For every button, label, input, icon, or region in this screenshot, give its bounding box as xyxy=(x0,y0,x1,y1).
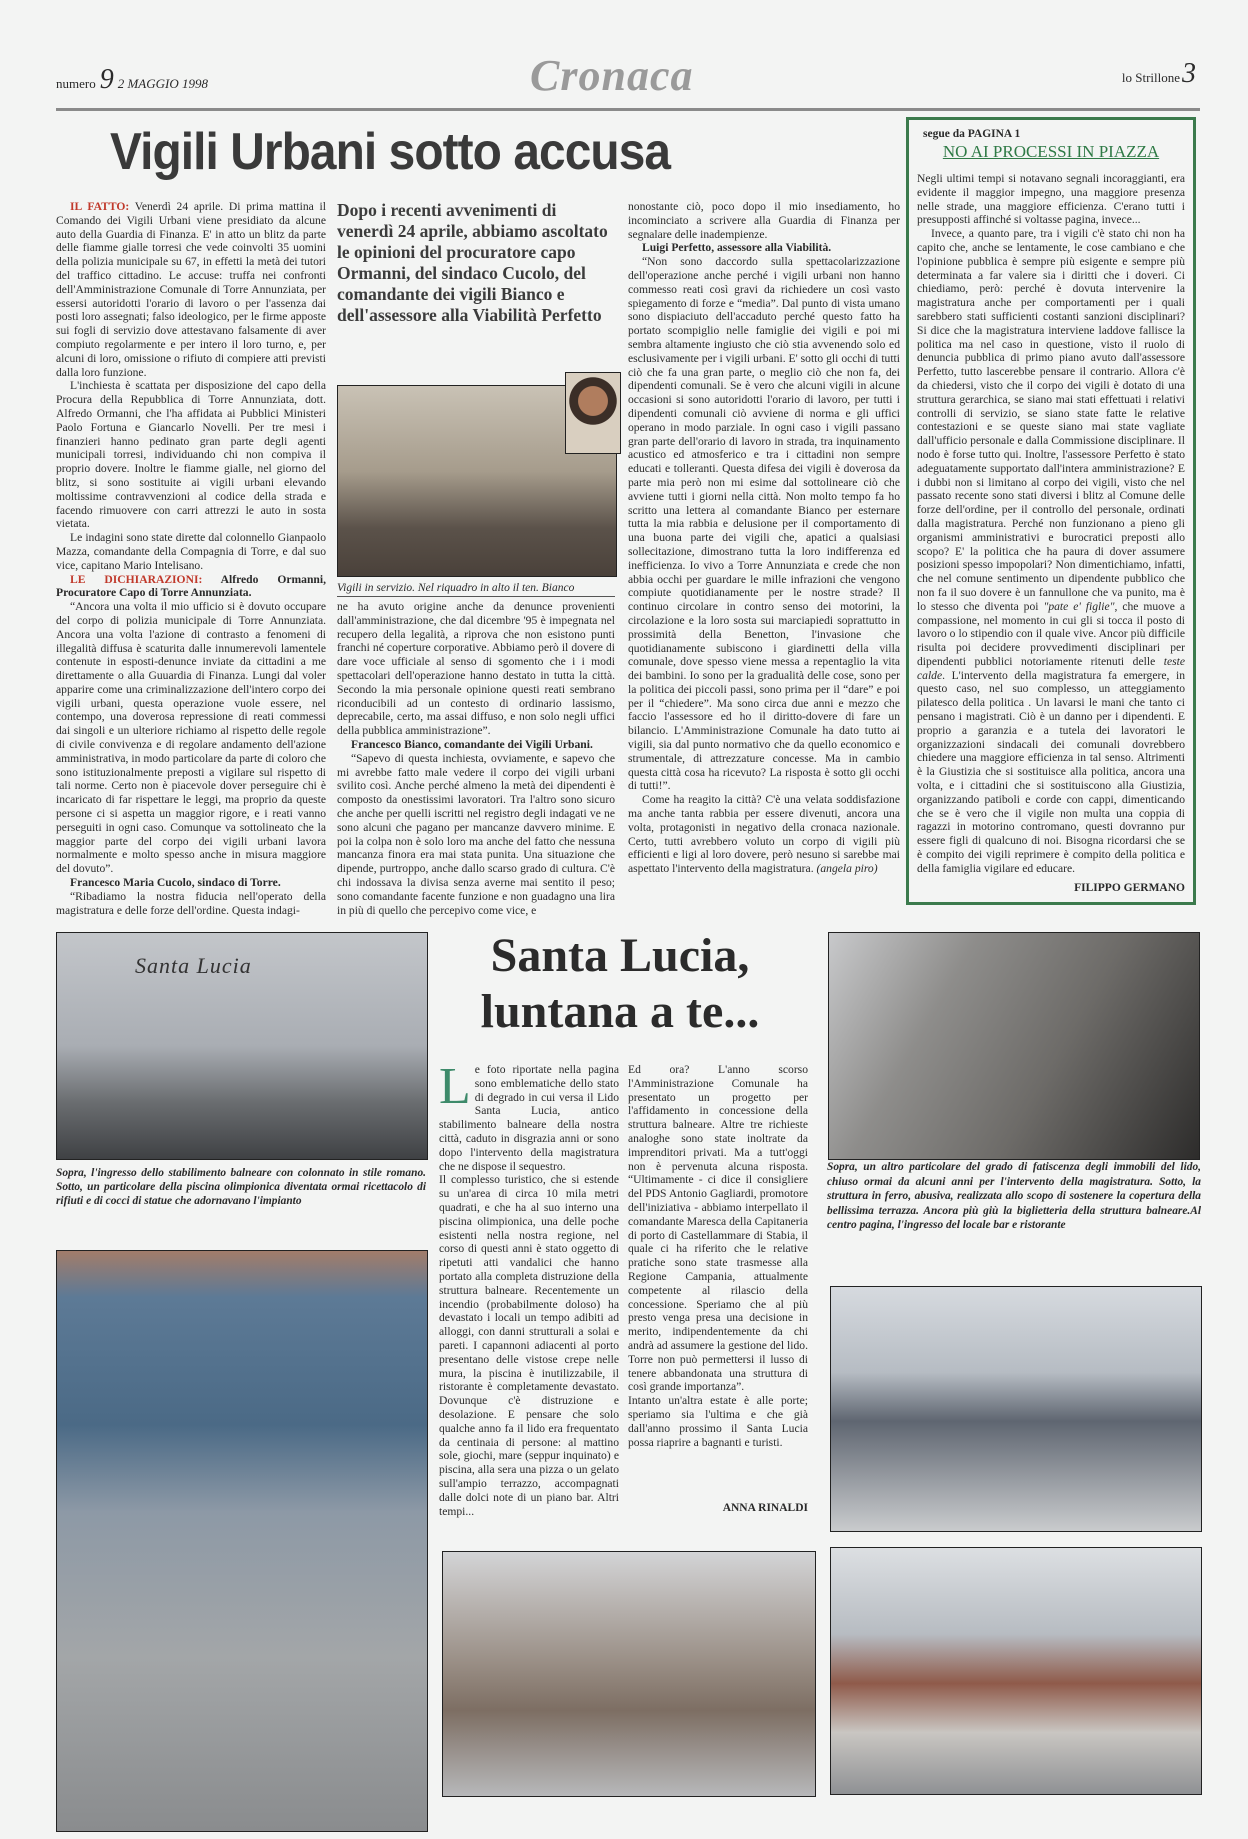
photo-crumbling-wall xyxy=(828,932,1200,1160)
article2-column2 xyxy=(628,1063,808,1449)
paragraph: Negli ultimi tempi si notavano segnali incoraggianti, era evidente il maggior impegno, una maggiore presenza nelle strade, una maggiore efficienza. C'erano tutti i presupposti affinché si voltasse pagina, invece... xyxy=(917,172,1185,227)
speaker-bianco: Francesco Bianco, comandante dei Vigili Urbani. xyxy=(351,737,593,751)
photo-entrance-colonnade xyxy=(56,932,428,1160)
paragraph: e foto riportate nella pagina sono emblematiche dello stato di degrado in cui versa il Lido Santa Lucia, antico stabilimento balneare della nostra città, caduto in disgrazia anni or sono dopo l'intervento della magistratura che ne dispose il sequestro. xyxy=(439,1063,619,1173)
photo-iron-structure xyxy=(830,1286,1202,1532)
article1-column2 xyxy=(337,600,615,917)
speaker-perfetto: Luigi Perfetto, assessore alla Viabilità. xyxy=(642,241,832,255)
continued-from: segue da PAGINA 1 xyxy=(923,128,1021,140)
photo-ticket-office xyxy=(830,1547,1202,1795)
photo-olympic-pool xyxy=(56,1250,428,1832)
headline-vigili: Vigili Urbani sotto accusa xyxy=(110,123,671,181)
label-il-fatto: IL FATTO: xyxy=(70,200,130,213)
photo-caption: Vigili in servizio. Nel riquadro in alto il ten. Bianco xyxy=(337,582,615,597)
paragraph: Ed ora? L'anno scorso l'Amministrazione Comunale ha presentato un progetto per l'affidamento in concessione della struttura balneare. Altre tre richieste analoghe sono state inoltrate da imprenditori privati. Ma a tutt'oggi non è pervenuta alcuna risposta. “Ultimamente - ci dice il consigliere del PDS Antonio Gagliardi, promotore dell'iniziativa - abbiamo interpellato il comandante Maresca della Capitaneria di porto di Castellammare di Stabia, il quale ci ha riferito che le relative pratiche sono state trasmesse alla Regione Campania, attualmente competente al rilascio della concessione. Speriamo che al più presto venga presa una decisione in merito, indipendentemente da chi andrà ad assumere la gestione del lido. Torre non può permettersi il lusso di tenere abbandonata una struttura di così grande importanza”. xyxy=(628,1063,808,1394)
issue-date: 2 MAGGIO 1998 xyxy=(117,76,208,91)
paragraph: “Sapevo di questa inchiesta, ovviamente, e sapevo che mi avrebbe fatto male vedere il corpo dei vigili urbani svilito così. Anche perché almeno la metà dei dipendenti è composto da onestissimi lavoratori. Tra l'altro sono sicuro che anche per quelli iscritti nel registro degli indagati ve ne sono alcuni che pagano per mancanze davvero minime. E poi la colpa non è solo loro ma anche del fatto che nessuna mancanza finora era mai stata punita. Una situazione che dipende, purtroppo, anche dallo scarso grado di cultura. C'è chi indossava la divisa senza averne mai sentito il peso; sono comandante facente funzione e non guadagno una lira in più di quello che percepivo come vice, e xyxy=(337,751,615,917)
article1-column1 xyxy=(56,200,326,917)
paragraph: L'inchiesta è scattata per disposizione del capo della Procura della Repubblica di Torre Annunziata, dott. Alfredo Ormanni, che l'ha affidata ai Pubblici Ministeri Paolo Fortuna e Giancarlo Novelli. Per tre mesi i finanzieri hanno pedinato gran parte degli agenti municipali torresi, individuando chi non compiva il proprio dovere. Inoltre le fiamme gialle, nel giorno del blitz, si sono sostituite ai vigili urbani elevando moltissime contravvenzioni al codice della strada e facendo rimuovere con carri attrezzi le auto in sosta vietata. xyxy=(56,379,326,531)
subheadline: Dopo i recenti avvenimenti di venerdì 24 aprile, abbiamo ascoltato le opinioni del procuratore capo Ormanni, del sindaco Cucolo, del comandante dei vigili Bianco e dell'assessore alla Viabilità Perfetto xyxy=(337,200,608,325)
sign-santa-lucia: Santa Lucia xyxy=(135,953,252,978)
italic-phrase: "pate e' figlie" xyxy=(1043,599,1115,613)
label-dichiarazioni: LE DICHIARAZIONI: xyxy=(70,572,203,586)
page-number: 3 xyxy=(1182,58,1196,89)
italic-phrase: teste calde xyxy=(917,654,1185,682)
paragraph: nonostante ciò, poco dopo il mio insediamento, ho incominciato a scrivere alla Guardia di Finanza per segnalare delle inadempienze. xyxy=(628,200,900,241)
article1-column3 xyxy=(628,200,900,876)
article2-column1 xyxy=(439,1058,619,1518)
header-rule xyxy=(56,108,1200,111)
paragraph: “Ancora una volta il mio ufficio si è dovuto occupare del corpo di polizia municipale di Torre Annunziata. Ancora una volta l'azione di contrasto a fenomeni di illegalità diffusa è scaturita dalle innumerevoli lamentele contenute in esposti-denunce inviate da cittadini a me direttamente o alla Guuardia di Finanza. Lungi dal voler apparire come una criminalizzazione dell'intero corpo dei vigili urbani, questa operazione vuole essere, nel contempo, una doverosa repressione di reati commessi dai singoli e un ulteriore richiamo al rispetto delle regole di civile convivenza e di regolare andamento dell'azione amministrativa, in modo particolare da parte di coloro che sono istituzionalmente preposti a vigilare sul rispetto di tali norme. Certo non è piacevole dover perseguire chi è incaricato di far rispettare le leggi, ma proprio da queste persone ci si aspetta un maggior rigore, e i reati vanno perseguiti in ogni caso. Comunque va sottolineato che la maggior parte del corpo dei vigili urbani lavora normalmente e molto spesso anche in misura maggiore del dovuto”. xyxy=(56,600,326,876)
issue-label: numero xyxy=(56,76,96,91)
paragraph: . L'intervento della magistratura fa emergere, in questo caso, nel suo complesso, un atteggiamento pilatesco della politica . Un lavarsi le mani che tanto ci pensano i magistrati. Ciò è un danno per i dipendenti. E proprio a garanzia e a tutela dei lavoratori le organizzazioni sindacali dei comunali dovrebbero chiedere una maggiore efficienza in tal senso. Altrimenti è la Giustizia che si sostituisce alla politica, ancora una volta, e i cittadini che si sostituiscono alla Giustizia, organizzando patiboli e corde con cappi, dimenticando che se è vero che il vigile non multa una coppia di ragazzi in motorino contromano, questi dovranno pur essere figli di qualcuno di noi. Bisogna ricordarsi che se è compito dei vigili reprimere è compito della politica e della famiglia vigilare ed educare. xyxy=(917,668,1185,875)
paragraph: ne ha avuto origine anche da denunce provenienti dall'amministrazione, che dal dicembre '95 è impegnata nel recupero della legalità, a riprova che non esistono punti franchi né coperture corporative. Abbiamo però il dovere di dare voce ufficiale al senso di sgomento che i i modi spettacolari dell'operazione hanno destato in tutta la città. Secondo la mia personale opinione questi reati sembrano riconducibili ad un contesto di ordinario lassismo, deprecabile, certo, ma assai diffuso, e non solo negli uffici della pubblica amministrazione”. xyxy=(337,600,615,738)
paragraph: , che muove a compassione, nel momento in cui gli si tocca il posto di lavoro o lo stipendio con il quale vive. Ancor più difficile risulta poi decidere provvedimenti disciplinari per dipendenti pubblici notoriamente ritenuti delle xyxy=(917,599,1185,668)
issue-number: 9 xyxy=(99,64,114,95)
photo-bar-entrance xyxy=(442,1551,816,1797)
paper-name: lo Strillone xyxy=(1121,70,1180,85)
paragraph: Invece, a quanto pare, tra i vigili c'è stato chi non ha capito che, anche se lentamente, le cose cambiano e che l'opinione pubblica è sempre più esigente e sempre più determinata a far valere sia i diritti che i doveri. Ci chiediamo, però: perché è dovuta intervenire la magistratura anche per comportamenti per i quali sarebbero stati sufficienti costanti sanzioni disciplinari? Si dice che la magistratura interviene laddove fallisce la politica ma nel caso in questione, visto il ruolo di denuncia pubblica di primo piano avuto dall'assessore Perfetto, tutto lascerebbe pensare il contrario. Allora c'è da chiedersi, visto che il corpo dei vigili è dotato di una struttura gerarchica, se siano mai stati effettuati i relativi controlli di servizio, se siano state fatte le relative contestazioni e se queste siano mai state vagliate dall'ufficio personale e dalla Commissione disciplinare. Il nodo è forse tutto qui. Inoltre, l'assessore Perfetto è stato adeguatamente supportato dall'intera amministrazione? E i dubbi non si limitano al corpo dei vigili, visto che nel passato recente sono stati diversi i blitz al Comune delle forze dell'ordine, per il controllo del personale, ordinati dalla magistratura. Perché non funzionano a pieno gli organismi amministrativi e burocratici preposti allo scopo? E' la politica che ha paura di dover assumere posizioni spesso impopolari? Non dimentichiamo, infatti, che nel comune sentimento un dipendente pubblico che non fa il suo dovere è un fannullone che va punito, ma è lo stesso che diventa poi xyxy=(917,227,1185,613)
page-info xyxy=(1122,58,1196,90)
speaker-cucolo: Francesco Maria Cucolo, sindaco di Torre. xyxy=(70,876,281,890)
caption-left: Sopra, l'ingresso dello stabilimento balneare con colonnato in stile romano. Sotto, un particolare della piscina olimpionica diventata ormai ricettacolo di rifiuti e di cocci di statue che adornavano l'impianto xyxy=(56,1167,426,1207)
paragraph: Le indagini sono state dirette dal colonnello Gianpaolo Mazza, comandante della Compagnia di Torre, e dal suo vice, capitano Mario Intelisano. xyxy=(56,531,326,572)
author-germano: FILIPPO GERMANO xyxy=(1074,881,1185,894)
paragraph: Il complesso turistico, che si estende su un'area di circa 10 mila metri quadrati, e che ha al suo interno una piscina olimpionica, una delle poche esistenti nella nostra regione, nel corso di questi anni è stato oggetto di ripetuti atti vandalici che hanno portato alla completa distruzione della struttura balneare. Recentemente un incendio (probabilmente doloso) ha devastato i locali un tempo adibiti ad alloggi, con danni strutturali a solai e pareti. I capannoni adiacenti al porto presentano delle vistose crepe nelle mura, la piscina è inutilizzabile, il ristorante è completamente devastato. Dovunque c'è distruzione e desolazione. E pensare che solo qualche anno fa il lido era frequentato da centinaia di persone: al mattino sole, giochi, mare (seppur inquinato) e piscina, alla sera una pizza o un gelato sull'ampio terrazzo, accompagnati dalle dolci note di un piano bar. Altri tempi... xyxy=(439,1173,619,1518)
drop-cap: L xyxy=(439,1058,471,1115)
photo-inset-bianco xyxy=(565,372,621,454)
author-rinaldi: ANNA RINALDI xyxy=(722,1502,808,1514)
author-piro: (angela piro) xyxy=(816,862,878,876)
speaker-ormanni: Alfredo Ormanni, Procuratore Capo di Torre Annunziata. xyxy=(56,572,326,600)
caption-right: Sopra, un altro particolare del grado di fatiscenza degli immobili del lido, chiuso ormai da alcuni anni per l'intervento della magistratura. Sotto, la struttura in ferro, abusiva, realizzata allo scopo di sostenere la copertura della bellissima terrazza. Ancora più giù la biglietteria della struttura balneare.Al centro pagina, l'ingresso del locale bar e ristorante xyxy=(827,1161,1201,1231)
paragraph: Intanto un'altra estate è alle porte; speriamo sia l'ultima e che già dall'anno prossimo il Santa Lucia possa riaprire a bagnanti e turisti. xyxy=(628,1394,808,1449)
editorial-title: NO AI PROCESSI IN PIAZZA xyxy=(942,142,1160,161)
headline-line2: luntana a te... xyxy=(480,985,760,1038)
issue-info xyxy=(56,64,208,96)
paragraph: “Non sono daccordo sulla spettacolarizzazione dell'operazione anche perché i vigili urbani non hanno commesso reati così gravi da richiedere un così vasto spiegamento di forze e “media”. Dal punto di vista umano sono dispiaciuto dell'accaduto perché questo fatto ha portato scompiglio nelle famiglie dei vigili e poi mi sembra altamente ingiusto che ciò stia avvenendo solo ed esclusivamente per i vigili urbani. E' sotto gli occhi di tutti ciò che fa una gran parte, o meglio ciò che non fa, dei dipendenti comunali. Se è vero che alcuni vigili in alcune occasioni si sono autoridotti l'orario di lavoro, per tutti i dipendenti comunali ciò avviene di norma e gli uffici operano in modo parziale. In ogni caso i vigili passano gran parte dell'orario di lavoro in strada, tra inquinamento acustico ed atmosferico e tra i cittadini non sempre educati e tolleranti. Questa difesa dei vigili è doverosa da parte mia però non mi esime dal sottolineare ciò che avviene tutti i giorni nella città. Non molto tempo fa ho scritto una lettera al comandante Bianco per esternare tutta la mia rabbia e delusione per il comportamento di una buona parte dei vigili che, apatici a qualsiasi sollecitazione, dimostrano tutta la loro indifferenza ed inefficienza. Io vivo a Torre Annunziata e crede che non abbia occhi per guardare le mille infrazioni che vengono compiute quotidianamente per le nostre strade? Il continuo circolare in contro senso dei motorini, la circolazione e la loro sosta sui marciapiedi soprattutto in prossimità della Benetton, l'invasione che quotidianamente subiscono i giardinetti della villa comunale, dove spesso viene messa a repentaglio la vita dei bambini. Io sono per la gradualità delle cose, sono per la politica dei piccoli passi, sono prima per il “dare” e poi per il “chiedere”. Ma sono circa due anni e mezzo che faccio l'assessore ed ho il diritto-dovere di fare un bilancio. L'Amministrazione Comunale ha dato tutto ai vigili, sia dal punto normativo che da quello economico e strumentale, di attrezzature concesse. Ma in cambio questa città cosa ha ricevuto? La risposta è sotto gli occhi di tutti!”. xyxy=(628,255,900,793)
editorial-body xyxy=(917,172,1185,876)
paragraph: Venerdì 24 aprile. Di prima mattina il Comando dei Vigili Urbani viene presidiato da alcune auto della Guardia di Finanza. E' in atto un blitz da parte delle fiamme gialle torresi che vede coinvolti 35 uomini della polizia municipale su 67, in effetti la metà dei tutori del traffico cittadino. Le accuse: truffa nei confronti dell'Amministrazione Comunale di Torre Annunziata, per essersi autoridotti l'orario di lavoro o per l'assenza dai posti loro assegnati; falso ideologico, per le firme apposte sui fogli di servizio dove attestavano falsamente di aver compiuto regolarmente e per intero il loro turno, e, per alcuni di loro, omissione o rifiuto di compiere atti previsti dalla loro funzione. xyxy=(56,200,326,379)
paragraph: “Ribadiamo la nostra fiducia nell'operato della magistratura e delle forze dell'ordine. Questa indagi- xyxy=(56,889,326,917)
headline-santa-lucia xyxy=(440,928,800,1040)
editorial-box xyxy=(906,117,1196,905)
headline-line1: Santa Lucia, xyxy=(490,929,750,982)
section-title: Cronaca xyxy=(530,51,694,100)
paragraph: Come ha reagito la città? C'è una velata soddisfazione ma anche tanta rabbia per essere divenuti, ancora una volta, protagonisti in negativo della cronaca nazionale. Certo, tutti avrebbero voluto un corpo di vigili più efficienti e ligi al loro dovere, però nesuno si sarebbe mai aspettato l'intervento della magistratura. xyxy=(628,793,900,876)
